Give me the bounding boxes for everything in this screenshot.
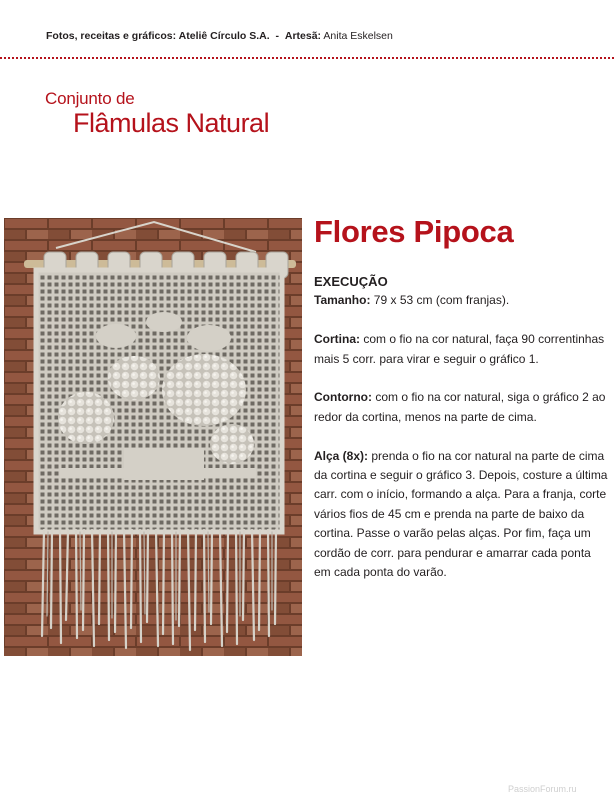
artist-label: Artesã:	[284, 30, 322, 42]
section-label: Alça (8x):	[314, 448, 369, 463]
section-text: prenda o fio na cor natural na parte de cima da cortina e seguir o gráfico 3. Depois, costure a última carr. com o início, formando a alça. Para a franja, corte vários fios de 45 cm e prenda na parte de baixo da cortina. Passe o varão pelas alças. Por fim, faça um cordão de corr. para pendurar e amarrar cada ponta em cada ponta do varão.	[314, 448, 608, 580]
wall-hanging-photo	[4, 218, 302, 656]
section-text: com o fio na cor natural, siga o gráfico 2 ao redor da cortina, menos na parte de cima.	[314, 390, 606, 424]
credits-label: Fotos, receitas e gráficos: Ateliê Círculo S.A.	[46, 30, 270, 42]
section-contorno	[314, 388, 610, 427]
credits-separator: -	[275, 30, 280, 42]
instructions-block	[314, 272, 610, 582]
section-cortina	[314, 330, 610, 369]
artist-name: Anita Eskelsen	[323, 30, 393, 42]
size-value: 79 x 53 cm (com franjas).	[373, 293, 510, 308]
section-label: Cortina:	[314, 332, 360, 347]
section-text: com o fio na cor natural, faça 90 correntinhas mais 5 corr. para virar e seguir o gráfico 1.	[314, 332, 605, 366]
execution-heading: EXECUÇÃO	[314, 274, 388, 289]
watermark: PassionForum.ru	[508, 784, 577, 794]
pattern-title: Flores Pipoca	[314, 214, 514, 249]
size-line	[314, 291, 610, 310]
credits-line	[46, 30, 393, 42]
section-label: Contorno:	[314, 390, 372, 405]
series-title: Flâmulas Natural	[73, 108, 270, 138]
series-subtitle: Conjunto de	[45, 89, 135, 108]
size-label: Tamanho:	[314, 293, 371, 308]
dotted-divider	[0, 57, 614, 59]
section-alca	[314, 447, 610, 583]
